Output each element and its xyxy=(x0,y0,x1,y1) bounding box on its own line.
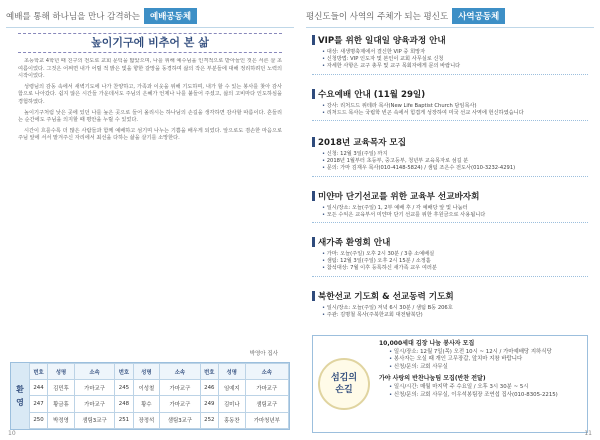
announcement-newcomers xyxy=(312,236,588,277)
badge-line: 손길 xyxy=(335,385,353,395)
list-item: • 가마: 오늘(주일) 오후 2시 30분 / 3층 소예배실 xyxy=(322,251,588,258)
table-cell: 247 xyxy=(29,396,47,412)
page-number: 11 xyxy=(584,430,592,437)
service-hands-body xyxy=(375,336,587,432)
table-row xyxy=(29,412,288,428)
table-cell: 가마청년부 xyxy=(245,412,288,428)
table-cell: 샘팀3교구 xyxy=(160,412,200,428)
announcement-vip xyxy=(312,34,588,75)
roster-table xyxy=(29,363,289,429)
table-cell: 홍동찬 xyxy=(218,412,245,428)
announcement-title: 북한선교 기도회 & 선교동력 기도회 xyxy=(318,292,454,302)
left-header xyxy=(6,5,294,28)
header-cell: 성명 xyxy=(133,364,160,380)
announcement-list xyxy=(312,49,588,71)
roster-label xyxy=(11,363,29,429)
heading-bar-icon xyxy=(312,89,315,99)
announcement-heading xyxy=(312,236,588,248)
table-cell: 249 xyxy=(200,396,218,412)
table-cell: 248 xyxy=(115,396,133,412)
table-cell: 가마교구 xyxy=(74,380,114,396)
announcement-heading xyxy=(312,290,588,302)
heading-bar-icon xyxy=(312,237,315,247)
announcement-title: 수요예배 안내 (11월 29일) xyxy=(318,90,426,100)
list-item: • 신청/문의: 교회 사무실 xyxy=(389,364,583,372)
list-item: • 신청/문의: 교회 사무실, 이우석봉팀장 조연섭 집사(010-8305-2215) xyxy=(389,392,583,400)
table-cell: 샘팀교구 xyxy=(245,396,288,412)
list-item: • 참석대상: 7월 이후 등록하신 새가족 교우 여러분 xyxy=(322,265,588,272)
announcement-list xyxy=(312,103,588,117)
heading-bar-icon xyxy=(312,137,315,147)
roster-header-row xyxy=(29,364,288,380)
header-cell: 번호 xyxy=(115,364,133,380)
service-hands-list xyxy=(379,384,583,399)
header-cell: 소속 xyxy=(74,364,114,380)
divider xyxy=(312,276,588,277)
left-section-badge: 예배공동체 xyxy=(144,8,197,24)
table-cell: 251 xyxy=(115,412,133,428)
table-cell: 김미나 xyxy=(218,396,245,412)
welcome-roster xyxy=(10,362,290,430)
header-cell: 소속 xyxy=(245,364,288,380)
table-cell: 252 xyxy=(200,412,218,428)
table-cell: 250 xyxy=(29,412,47,428)
list-item: • 강사: 리처드드 위테라 목사(New Life Baptist Church 담임목사) xyxy=(322,103,588,110)
article-author: 박영아 집사 xyxy=(249,351,278,357)
table-row xyxy=(29,396,288,412)
divider xyxy=(312,120,588,121)
table-cell: 박정영 xyxy=(48,412,75,428)
table-cell: 김민후 xyxy=(48,380,75,396)
table-cell: 246 xyxy=(200,380,218,396)
list-item: • 일시/시간: 매월 마지막 주 수요일 / 오후 3시 30분 ~ 5시 xyxy=(389,384,583,392)
list-item: • 일시/장소: 오늘(주일) 저녁 6시 30분 / 샘팀 B동 206호 xyxy=(322,305,588,312)
announcement-list xyxy=(312,205,588,219)
announcement-list xyxy=(312,151,588,173)
header-cell: 번호 xyxy=(200,364,218,380)
table-cell: 임예지 xyxy=(218,380,245,396)
heading-bar-icon xyxy=(312,291,315,301)
list-item: • 문의: 가마 김재우 목사(010-4148-5824) / 샘팀 조은수 전도사(010-3232-4291) xyxy=(322,165,588,172)
table-cell: 황수 xyxy=(133,396,160,412)
announcement-heading xyxy=(312,88,588,100)
right-header xyxy=(306,5,594,28)
article-paragraph: 시간이 흐를수록 더 많은 사람들과 함께 예배하고 섬기며 나누는 기쁨을 배우게 되었다. 앞으로도 겸손한 마음으로 주님 앞에 서서 맡겨주신 자리에서 최선을 다하는 삶을 살기를 소망한다. xyxy=(18,127,282,142)
roster-label-char: 영 xyxy=(16,398,24,407)
divider xyxy=(312,176,588,177)
header-cell: 성명 xyxy=(218,364,245,380)
right-page xyxy=(300,0,600,440)
list-item: • 자세한 사항은 교구 총무 및 교구 목회자에게 문의 바랍니다 xyxy=(322,63,588,70)
service-hands-badge xyxy=(318,358,370,410)
list-item: • 신청: 12월 3일(주일) 까지 xyxy=(322,151,588,158)
announcement-title: 새가족 환영회 안내 xyxy=(318,238,391,248)
heading-bar-icon xyxy=(312,35,315,45)
heading-bar-icon xyxy=(312,191,315,201)
table-row xyxy=(29,380,288,396)
service-hands-title: 10,000세대 김장 나눔 봉사자 모집 xyxy=(379,340,475,347)
announcement-list xyxy=(312,305,588,319)
right-section-badge: 사역공동체 xyxy=(452,8,505,24)
list-item: • 모든 수익은 교육부서 미얀마 단기 선교를 위한 후원금으로 사용됩니다 xyxy=(322,212,588,219)
table-cell: 황금휴 xyxy=(48,396,75,412)
service-hands-box xyxy=(312,335,588,433)
article-paragraph: 성령님의 감동 속에서 새벽기도에 나가 찬양하고, 가족과 이웃을 위해 기도하며, 내가 할 수 있는 봉사를 찾아 감사함으로 나아갔다. 쉽지 않은 시간들 가운데서도 주님의 은혜가 언제나 나를 붙들어 주셨고, 삶의 고비마다 인도하심을 경험하였다. xyxy=(18,83,282,105)
list-item: • 주관: 김명철 목사(주북한교회 대전탈북단) xyxy=(322,312,588,319)
page-number: 10 xyxy=(8,430,16,437)
list-item: • 샘팀: 12월 3일(주일) 오후 2시 15분 / 소정홀 xyxy=(322,258,588,265)
announcement-wednesday xyxy=(312,88,588,121)
table-cell: 가마교구 xyxy=(245,380,288,396)
list-item: • 봉사자는 오실 때 개인 고무장갑, 앞치마 지참 바랍니다 xyxy=(389,356,583,364)
announcement-list xyxy=(312,251,588,273)
table-cell: 245 xyxy=(115,380,133,396)
announcement-myanmar-bazaar xyxy=(312,190,588,223)
announcement-title: 미얀마 단기선교를 위한 교육부 선교바자회 xyxy=(318,192,480,202)
list-item: • 2018년 1월부터 초등부, 중고등부, 청년부 교육목자로 섬길 분 xyxy=(322,158,588,165)
table-cell: 장정석 xyxy=(133,412,160,428)
divider xyxy=(312,74,588,75)
table-cell: 가마교구 xyxy=(160,396,200,412)
announcement-title: VIP를 위한 일대일 양육과정 안내 xyxy=(318,36,446,46)
announcement-heading xyxy=(312,34,588,46)
announcement-title: 2018년 교육목자 모집 xyxy=(318,138,407,148)
table-cell: 244 xyxy=(29,380,47,396)
table-cell: 가마교구 xyxy=(74,396,114,412)
list-item: • 일시/장소: 12월 7일(목) 오전 10시 ~ 12시 / 가마예배당 지하식당 xyxy=(389,349,583,357)
header-cell: 소속 xyxy=(160,364,200,380)
roster-label-char: 환 xyxy=(16,385,24,394)
announcement-heading xyxy=(312,136,588,148)
header-cell: 번호 xyxy=(29,364,47,380)
right-tagline: 평신도들이 사역의 주체가 되는 평신도 xyxy=(306,12,449,22)
header-cell: 성명 xyxy=(48,364,75,380)
table-cell: 가마교구 xyxy=(160,380,200,396)
table-cell: 이성철 xyxy=(133,380,160,396)
article-body xyxy=(18,58,282,348)
announcement-prayer xyxy=(312,290,588,319)
left-tagline: 예배를 통해 하나님을 만나 감격하는 xyxy=(6,12,140,22)
announcement-teachers xyxy=(312,136,588,177)
article-paragraph: 초등학교 4학년 때 친구의 전도로 교회 문턱을 밟았으며, 나를 위해 예수님을 인격적으로 받아들인 것은 서른 살 초여름이었다. 그것은 어쩌면 내가 어릴 적 밝은 빛을 향한 갈망을 동경하며 삶의 작은 부분들에 대해 정리하려던 노력의 시작이었다. xyxy=(18,58,282,80)
list-item: • 신청방법: VIP 인도자 및 본인이 교회 사무실로 신청 xyxy=(322,56,588,63)
list-item: • 일시/장소: 오늘(주일) 1, 2부 예배 후 / 각 예배당 앞 및 나눔터 xyxy=(322,205,588,212)
badge-line: 섬김의 xyxy=(330,373,358,383)
service-hands-list xyxy=(379,349,583,372)
article-title: 높이기구에 비추어 본 삶 xyxy=(18,33,282,53)
article-paragraph: 높이기구처럼 낮은 곳에 있던 나를 높은 곳으로 들어 올리시는 하나님의 손길을 생각하면 감사할 따름이다. 흔들리는 순간에도 주님을 의지할 때 평안을 누릴 수 있었다. xyxy=(18,109,282,124)
announcement-heading xyxy=(312,190,588,202)
table-cell: 샘팀3교구 xyxy=(74,412,114,428)
divider xyxy=(312,222,588,223)
list-item: • 대상: 새생명축제에서 결신한 VIP 중 희망자 xyxy=(322,49,588,56)
service-hands-label xyxy=(313,336,375,432)
list-item: • 리처드드 목사는 국립학 빈곤 속에서 힘겹게 성장하여 미국 선교 사역에 헌신하였습니다 xyxy=(322,110,588,117)
service-hands-subtitle: 가야 사랑의 반찬나눔팀 모집(반찬 전달) xyxy=(379,375,486,383)
